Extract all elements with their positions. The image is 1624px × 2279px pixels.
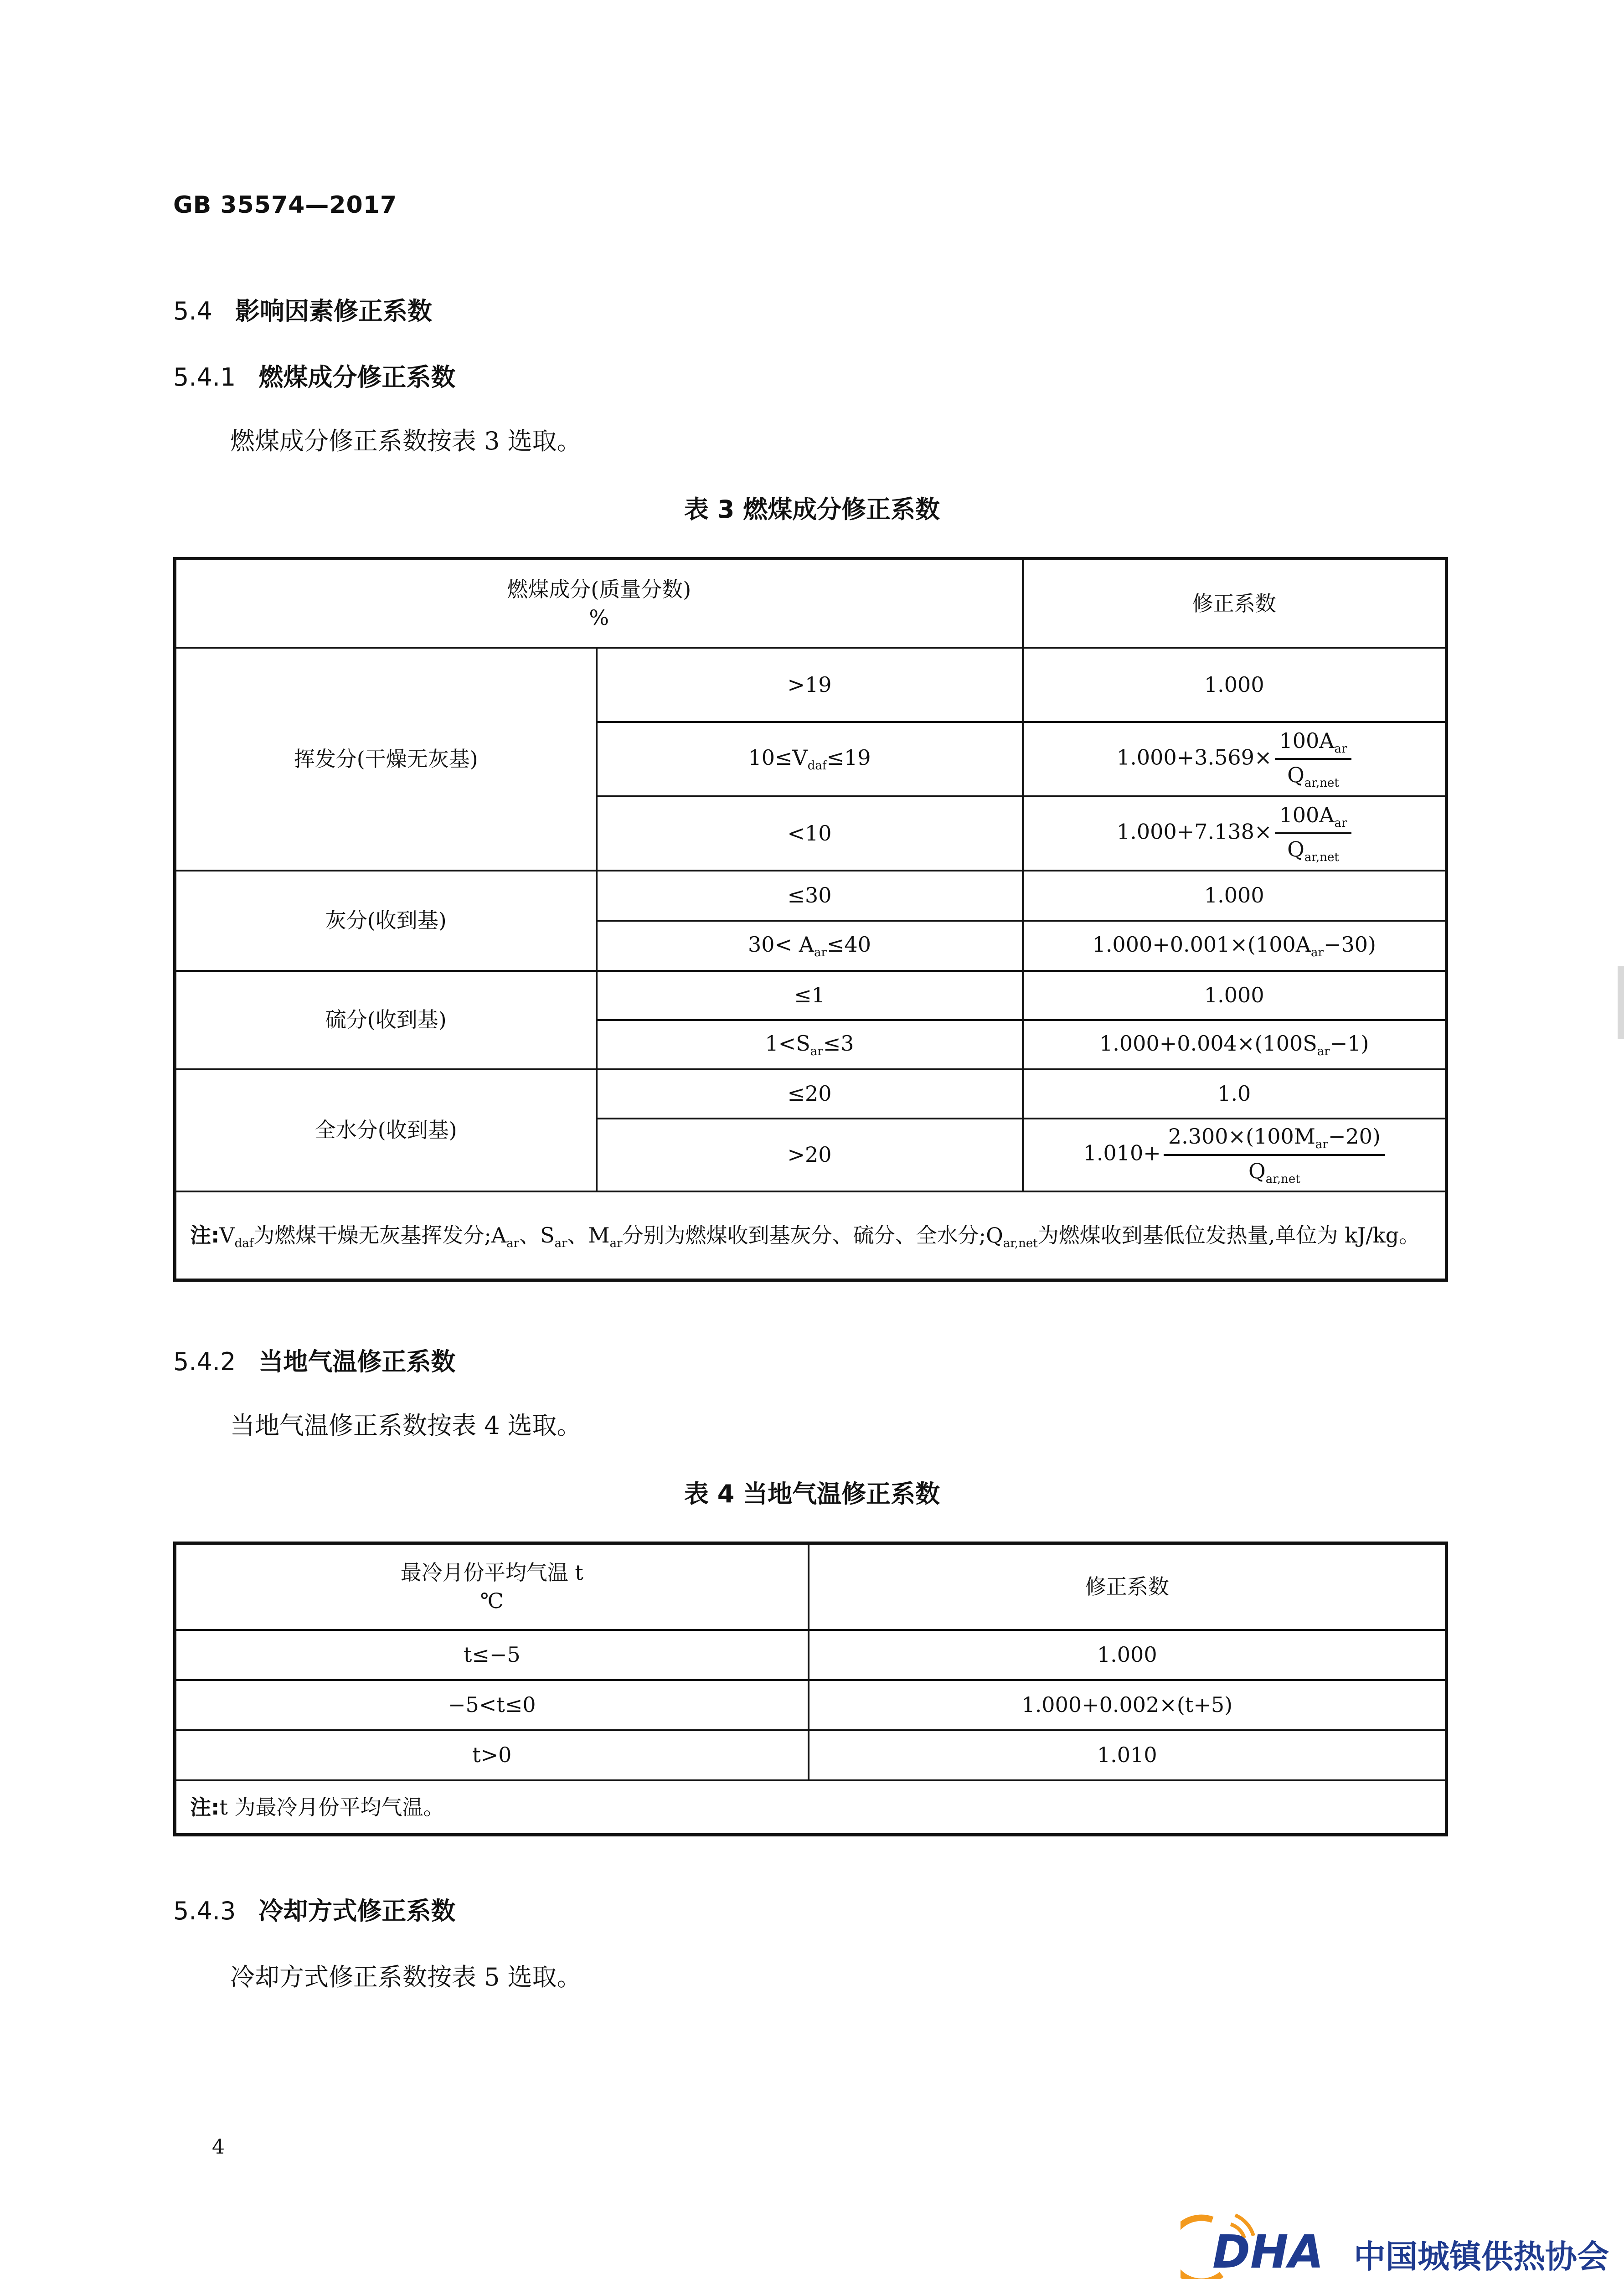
coef-cell: $1.000+0.004\times(100S_{ar}-1)$ <box>1023 1020 1447 1069</box>
section-5-4-3-heading <box>173 1892 455 1927</box>
section-number: 5.4.1 <box>173 363 236 392</box>
coef-cell: 1.000+7.138× $\frac{100A_{ar}}{Q_{ar,net}}$ <box>1023 796 1447 871</box>
page-edge-mark <box>1618 966 1624 1039</box>
table-4 <box>173 1542 1448 1836</box>
coef-cell: 1.000 <box>1023 648 1447 722</box>
header-line: 燃煤成分(质量分数) <box>507 577 691 602</box>
range-cell: <10 <box>597 796 1023 871</box>
table-4-caption: 表 4 当地气温修正系数 <box>684 1480 940 1508</box>
section-title: 影响因素修正系数 <box>235 297 432 325</box>
table-header-cell <box>175 1543 809 1630</box>
coef-cell: 1.000+0.002×(t+5) <box>809 1680 1447 1730</box>
table-3 <box>173 557 1448 1282</box>
table-header-cell: 修正系数 <box>1023 559 1447 648</box>
range-cell: $30< A_{ar}\le 40$ <box>597 921 1023 971</box>
fraction: $\frac{100A_{ar}}{Q_{ar,net}}$ <box>1275 727 1352 792</box>
paragraph-5-4-2: 当地气温修正系数按表 4 选取。 <box>230 1411 582 1440</box>
coef-cell: 1.000+3.569× $\frac{100A_{ar}}{Q_{ar,net}}$ <box>1023 722 1447 796</box>
table-header-cell <box>175 559 1023 648</box>
range-cell: >20 <box>597 1119 1023 1191</box>
group-label: 硫分(收到基) <box>175 971 597 1069</box>
section-5-4-1-heading <box>173 358 455 393</box>
range-cell: ≤1 <box>597 971 1023 1020</box>
coef-cell: 1.000 <box>809 1630 1447 1680</box>
range-cell: $1<S_{ar}\le 3$ <box>597 1020 1023 1069</box>
table-header-cell: 修正系数 <box>809 1543 1447 1630</box>
group-label: 灰分(收到基) <box>175 871 597 971</box>
group-label: 全水分(收到基) <box>175 1069 597 1191</box>
group-label: 挥发分(干燥无灰基) <box>175 648 597 871</box>
table-3-caption: 表 3 燃煤成分修正系数 <box>684 495 940 524</box>
header-line: 最冷月份平均气温 t <box>400 1560 583 1585</box>
range-cell: ≤20 <box>597 1069 1023 1119</box>
table-3-note: 注$:V_{daf}$为燃煤干燥无灰基挥发分$;A_{ar}$、$S_{ar}$、$M_{ar}$分别为燃煤收到基灰分、硫分、全水分$;Q_{ar,net}$为燃煤收到基低位发热量,单位为 kJ/kg。 <box>175 1191 1447 1280</box>
svg-text:DHA: DHA <box>1212 2225 1324 2279</box>
section-number: 5.4.2 <box>173 1347 236 1376</box>
logo-text: 中国城镇供热协会 <box>1354 2238 1609 2275</box>
coef-cell: 1.0 <box>1023 1069 1447 1119</box>
header-unit: % <box>589 605 609 630</box>
paragraph-5-4-1: 燃煤成分修正系数按表 3 选取。 <box>230 427 582 455</box>
range-cell: >19 <box>597 648 1023 722</box>
fraction: $\frac{100A_{ar}}{Q_{ar,net}}$ <box>1275 801 1352 866</box>
standard-code: GB 35574—2017 <box>173 191 397 219</box>
cdha-logo <box>1181 2211 1609 2279</box>
page-number: 4 <box>212 2135 225 2159</box>
section-5-4-heading <box>173 292 432 327</box>
coef-cell: 1.000 <box>1023 871 1447 921</box>
coef-cell: $1.000+0.001\times(100A_{ar}-30)$ <box>1023 921 1447 971</box>
coef-cell: 1.000 <box>1023 971 1447 1020</box>
coef-cell: 1.010+ $\frac{2.300\times(100M_{ar}-20)}{Q_{ar,net}}$ <box>1023 1119 1447 1191</box>
range-cell: t≤−5 <box>175 1630 809 1680</box>
range-cell: t>0 <box>175 1730 809 1780</box>
range-cell: −5<t≤0 <box>175 1680 809 1730</box>
section-title: 冷却方式修正系数 <box>258 1897 456 1925</box>
section-title: 燃煤成分修正系数 <box>258 363 456 392</box>
section-number: 5.4.3 <box>173 1897 236 1925</box>
section-title: 当地气温修正系数 <box>258 1347 456 1376</box>
paragraph-5-4-3: 冷却方式修正系数按表 5 选取。 <box>230 1963 582 1991</box>
range-cell: $10\le V_{daf}\le 19$ <box>597 722 1023 796</box>
section-number: 5.4 <box>173 297 212 325</box>
fraction: $\frac{2.300\times(100M_{ar}-20)}{Q_{ar,net}}$ <box>1164 1122 1385 1187</box>
coef-cell: 1.010 <box>809 1730 1447 1780</box>
header-unit: ℃ <box>480 1588 504 1614</box>
table-4-note: 注:t 为最冷月份平均气温。 <box>175 1780 1447 1835</box>
section-5-4-2-heading <box>173 1342 455 1377</box>
range-cell: ≤30 <box>597 871 1023 921</box>
dha-logo-icon <box>1181 2211 1349 2279</box>
